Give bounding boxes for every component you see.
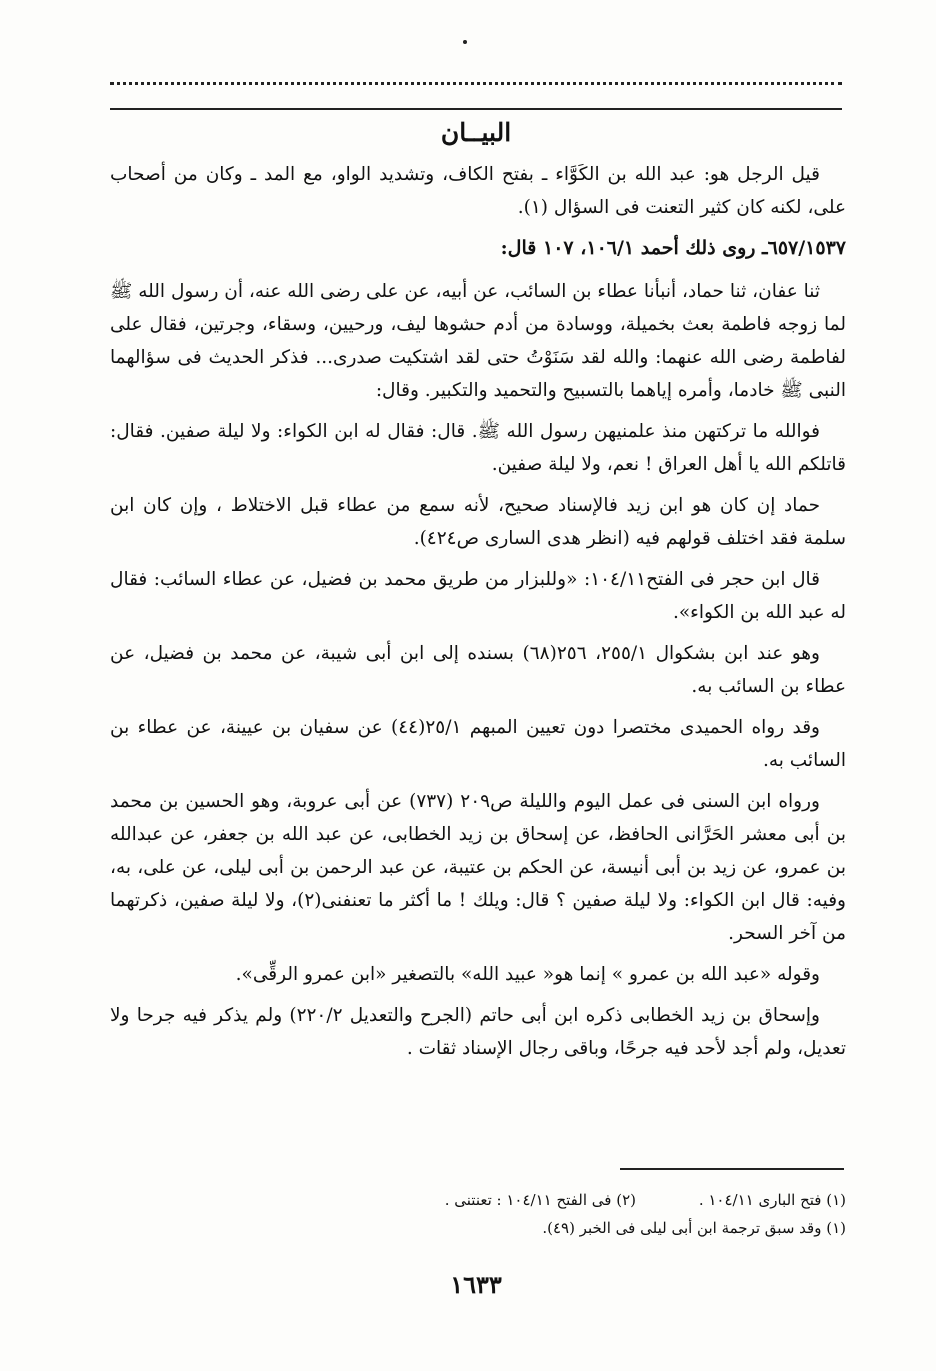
top-dot-mark xyxy=(463,40,467,44)
paragraph: ثنا عفان، ثنا حماد، أنبأنا عطاء بن السائب، عن أبيه، عن على رضى الله عنه، أن رسول الله ﷺ لما زوجه فاطمة بعث بخميلة، ووسادة من أدم حشوها ليف، ورحيين، وسقاء، وجرتين، فقال على لفاطمة رضى الله عنهما: والله لقد سَنَوْتُ حتى لقد اشتكيت صدرى... فذكر الحديث فى سؤالهما النبى ﷺ خادما، وأمره إياهما بالتسبيح والتحميد والتكبير. وقال: xyxy=(110,281,846,401)
footnote-rule xyxy=(620,1168,844,1170)
dotted-divider xyxy=(110,82,842,85)
footnote-1: (١) فتح البارى ١٠٤/١١ . xyxy=(698,1191,846,1209)
paragraph: فوالله ما تركتهن منذ علمنيهن رسول الله ﷺ. قال: فقال له ابن الكواء: ولا ليلة صفين. فقال: قاتلكم الله يا أهل العراق ! نعم، ولا ليلة صفين. xyxy=(110,421,846,475)
footnote-row xyxy=(110,1186,846,1214)
header-rule xyxy=(110,108,842,110)
paragraph: قال ابن حجر فى الفتح١٠٤/١١: «وللبزار من طريق محمد بن فضيل، عن عطاء السائب: فقال له عبد الله بن الكواء». xyxy=(110,569,846,623)
hadith-reference: ٦٥٧/١٥٣٧ـ روى ذلك أحمد ١٠٦/١، ١٠٧ قال: xyxy=(500,237,846,259)
page-number: ١٦٣٣ xyxy=(450,1270,502,1299)
paragraph: وقد رواه الحميدى مختصرا دون تعيين المبهم ٢٥/١(٤٤) عن سفيان بن عيينة، عن عطاء بن السائب به. xyxy=(110,717,846,771)
paragraph: وإسحاق بن زيد الخطابى ذكره ابن أبى حاتم (الجرح والتعديل ٢٢٠/٢) ولم يذكر فيه جرحا ولا تعديل، ولم أجد لأحد فيه جرحًا، وباقى رجال الإسناد ثقات . xyxy=(110,1005,846,1059)
main-text xyxy=(110,158,846,1073)
footnotes xyxy=(110,1186,846,1242)
paragraph: وقوله «عبد الله بن عمرو » إنما هو« عبيد الله» بالتصغير «ابن عمرو الرقِّى». xyxy=(235,964,820,985)
footnote-2: (٢) فى الفتح ١٠٤/١١ : تعنتنى . xyxy=(444,1191,636,1209)
paragraph: حماد إن كان هو ابن زيد فالإسناد صحيح، لأنه سمع من عطاء قبل الاختلاط ، وإن كان ابن سلمة فقد اختلف قولهم فيه (انظر هدى السارى ص٤٢٤). xyxy=(110,495,846,549)
paragraph: قيل الرجل هو: عبد الله بن الكَوَّاء ـ بفتح الكاف، وتشديد الواو، مع المد ـ وكان من أصحاب على، لكنه كان كثير التعنت فى السؤال (١). xyxy=(110,164,846,218)
paragraph: ورواه ابن السنى فى عمل اليوم والليلة ص٢٠٩ (٧٣٧) عن أبى عروبة، وهو الحسين بن محمد بن أبى معشر الحَرَّانى الحافظ، عن إسحاق بن زيد الخطابى، عن عبد الله بن جعفر، عن عبدالله بن عمرو، عن زيد بن أبى أنيسة، عن الحكم بن عتيبة، عن عبد الرحمن بن أبى ليلى، عن على، به، وفيه: قال ابن الكواء: ولا ليلة صفين ؟ قال: ويلك ! ما أكثر ما تعنفنى(٢)، ولا ليلة صفين، ذكرتهما من آخر السحر. xyxy=(110,791,846,944)
footnote-3: (١) وقد سبق ترجمة ابن أبى ليلى فى الخبر (٤٩). xyxy=(542,1219,846,1237)
section-title: البيــان xyxy=(440,118,512,147)
paragraph: وهو عند ابن بشكوال ٢٥٥/١، ٢٥٦(٦٨) بسنده إلى ابن أبى شيبة، عن محمد بن فضيل، عن عطاء بن السائب به. xyxy=(110,643,846,697)
